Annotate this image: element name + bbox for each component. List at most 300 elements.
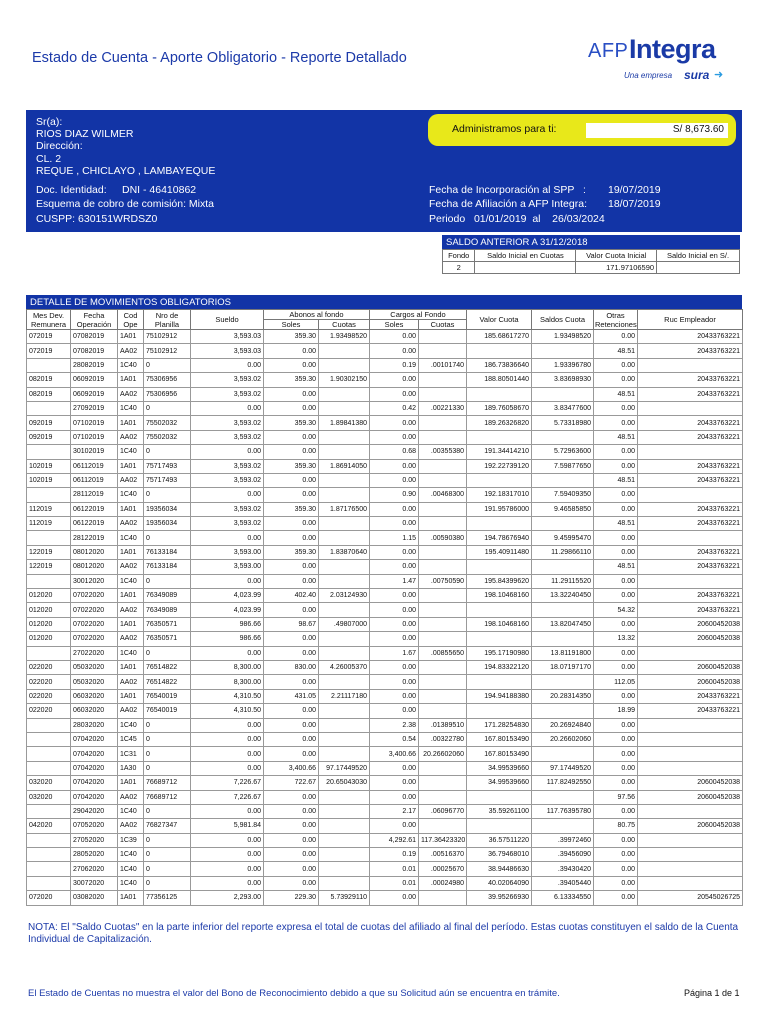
table-cell bbox=[467, 473, 532, 487]
table-cell: 06112019 bbox=[71, 473, 118, 487]
table-cell: AA02 bbox=[118, 473, 144, 487]
table-cell bbox=[638, 761, 743, 775]
table-cell bbox=[532, 387, 594, 401]
table-cell bbox=[27, 848, 71, 862]
table-cell: 76827347 bbox=[144, 819, 191, 833]
table-cell: 022020 bbox=[27, 675, 71, 689]
table-cell bbox=[638, 358, 743, 372]
table-cell: 112019 bbox=[27, 517, 71, 531]
table-cell bbox=[419, 387, 467, 401]
table-cell: 0.00 bbox=[594, 804, 638, 818]
table-cell: .06096770 bbox=[419, 804, 467, 818]
table-cell: 30102019 bbox=[71, 445, 118, 459]
table-cell bbox=[532, 560, 594, 574]
table-cell bbox=[419, 344, 467, 358]
table-cell: 102019 bbox=[27, 459, 71, 473]
table-cell: 191.95786000 bbox=[467, 502, 532, 516]
table-cell bbox=[419, 430, 467, 444]
table-cell: 0.00 bbox=[191, 445, 264, 459]
table-cell: 20433763221 bbox=[638, 473, 743, 487]
table-cell bbox=[27, 358, 71, 372]
table-cell: 0.00 bbox=[370, 373, 419, 387]
table-cell: 0 bbox=[144, 876, 191, 890]
table-cell bbox=[532, 517, 594, 531]
table-row bbox=[27, 603, 743, 617]
col-cargos-cuotas: Cuotas bbox=[419, 320, 467, 330]
table-row bbox=[27, 833, 743, 847]
table-cell: 20433763221 bbox=[638, 560, 743, 574]
table-cell: 07102019 bbox=[71, 416, 118, 430]
table-cell: 1A01 bbox=[118, 660, 144, 674]
table-cell: 0 bbox=[144, 358, 191, 372]
table-cell bbox=[319, 632, 370, 646]
table-row bbox=[27, 387, 743, 401]
table-cell bbox=[27, 574, 71, 588]
table-cell: 8,300.00 bbox=[191, 660, 264, 674]
table-cell: 48.51 bbox=[594, 430, 638, 444]
table-cell: 082019 bbox=[27, 373, 71, 387]
table-cell: 0.00 bbox=[370, 344, 419, 358]
table-cell bbox=[638, 718, 743, 732]
table-cell bbox=[27, 531, 71, 545]
table-cell: 194.78676940 bbox=[467, 531, 532, 545]
table-cell bbox=[319, 862, 370, 876]
table-cell: 20433763221 bbox=[638, 589, 743, 603]
table-cell bbox=[319, 517, 370, 531]
table-cell: 359.30 bbox=[264, 416, 319, 430]
table-cell: 072019 bbox=[27, 344, 71, 358]
table-cell: 1C40 bbox=[118, 358, 144, 372]
table-cell: 192.18317010 bbox=[467, 488, 532, 502]
table-cell: 0.00 bbox=[370, 330, 419, 344]
table-cell bbox=[319, 430, 370, 444]
table-cell: 5,981.84 bbox=[191, 819, 264, 833]
table-row bbox=[27, 848, 743, 862]
table-cell: 1C40 bbox=[118, 574, 144, 588]
table-cell: 07042020 bbox=[71, 747, 118, 761]
table-cell: 3,593.02 bbox=[191, 517, 264, 531]
table-cell: 986.66 bbox=[191, 632, 264, 646]
table-row bbox=[27, 732, 743, 746]
table-cell: 35.59261100 bbox=[467, 804, 532, 818]
table-cell: 195.40911480 bbox=[467, 545, 532, 559]
table-cell: 97.17449520 bbox=[532, 761, 594, 775]
table-cell: 0.00 bbox=[191, 732, 264, 746]
table-cell bbox=[419, 416, 467, 430]
table-cell: 07022020 bbox=[71, 632, 118, 646]
table-row bbox=[27, 761, 743, 775]
col-abonos-soles: Soles bbox=[264, 320, 319, 330]
table-cell: 1A01 bbox=[118, 689, 144, 703]
table-row bbox=[27, 574, 743, 588]
table-cell: 1A01 bbox=[118, 416, 144, 430]
table-cell bbox=[467, 603, 532, 617]
table-cell bbox=[419, 589, 467, 603]
table-cell: 27092019 bbox=[71, 401, 118, 415]
table-cell: 20.26602060 bbox=[419, 747, 467, 761]
table-cell bbox=[467, 632, 532, 646]
table-cell bbox=[319, 732, 370, 746]
table-cell: 0.00 bbox=[594, 589, 638, 603]
col-fecha: Fecha Operación bbox=[71, 310, 118, 330]
table-cell: 0.00 bbox=[264, 531, 319, 545]
table-cell: 012020 bbox=[27, 603, 71, 617]
table-cell: 359.30 bbox=[264, 373, 319, 387]
table-cell: AA02 bbox=[118, 675, 144, 689]
table-cell: AA02 bbox=[118, 632, 144, 646]
cuspp: CUSPP: 630151WRDSZ0 bbox=[36, 213, 158, 225]
table-cell bbox=[467, 675, 532, 689]
table-cell: 0.00 bbox=[594, 747, 638, 761]
table-cell bbox=[319, 473, 370, 487]
table-cell: 97.17449520 bbox=[319, 761, 370, 775]
table-cell: 0.00 bbox=[594, 891, 638, 905]
table-cell: 39.95266930 bbox=[467, 891, 532, 905]
table-cell: 198.10468160 bbox=[467, 589, 532, 603]
table-cell bbox=[419, 660, 467, 674]
table-cell: .39456090 bbox=[532, 848, 594, 862]
table-cell: 1C45 bbox=[118, 732, 144, 746]
table-cell: 0.00 bbox=[370, 387, 419, 401]
table-cell: 0.00 bbox=[264, 848, 319, 862]
table-cell: 7.59877650 bbox=[532, 459, 594, 473]
table-cell: 13.32 bbox=[594, 632, 638, 646]
table-row bbox=[27, 632, 743, 646]
table-cell bbox=[467, 704, 532, 718]
table-cell: 76689712 bbox=[144, 776, 191, 790]
table-row bbox=[27, 776, 743, 790]
table-cell: 194.94188380 bbox=[467, 689, 532, 703]
table-cell bbox=[27, 732, 71, 746]
table-cell: 3,593.02 bbox=[191, 387, 264, 401]
table-cell: 20.65043030 bbox=[319, 776, 370, 790]
table-cell bbox=[419, 459, 467, 473]
table-row bbox=[27, 646, 743, 660]
table-cell: 0.00 bbox=[594, 776, 638, 790]
table-cell bbox=[319, 344, 370, 358]
page-title: Estado de Cuenta - Aporte Obligatorio - Reporte Detallado bbox=[32, 50, 407, 66]
table-cell: 20600452038 bbox=[638, 819, 743, 833]
table-cell: 20433763221 bbox=[638, 689, 743, 703]
table-cell: 0.00 bbox=[370, 517, 419, 531]
table-cell: AA02 bbox=[118, 560, 144, 574]
table-cell: .39972460 bbox=[532, 833, 594, 847]
table-cell: 0.00 bbox=[594, 330, 638, 344]
table-cell bbox=[638, 732, 743, 746]
table-cell: 34.99539660 bbox=[467, 776, 532, 790]
table-cell: 0.00 bbox=[264, 401, 319, 415]
table-cell: 0 bbox=[144, 445, 191, 459]
table-cell: 5.73318980 bbox=[532, 416, 594, 430]
table-cell: 0.00 bbox=[594, 660, 638, 674]
col-otras-retenciones: Otras Retenciones bbox=[595, 310, 637, 329]
table-cell bbox=[419, 517, 467, 531]
logo-integra: Integra bbox=[629, 34, 716, 64]
table-cell: 75102912 bbox=[144, 330, 191, 344]
table-cell: 830.00 bbox=[264, 660, 319, 674]
table-cell bbox=[419, 632, 467, 646]
table-cell bbox=[319, 445, 370, 459]
table-cell: 3,593.02 bbox=[191, 430, 264, 444]
table-cell: 3,593.00 bbox=[191, 545, 264, 559]
table-cell: 76133184 bbox=[144, 545, 191, 559]
table-cell: 0.00 bbox=[594, 574, 638, 588]
table-cell: 2,293.00 bbox=[191, 891, 264, 905]
table-row bbox=[27, 704, 743, 718]
col-abonos: Abonos al fondo bbox=[264, 310, 370, 320]
table-cell: 0.68 bbox=[370, 445, 419, 459]
table-cell bbox=[27, 833, 71, 847]
table-row bbox=[27, 358, 743, 372]
previous-balance-title: SALDO ANTERIOR A 31/12/2018 bbox=[442, 235, 740, 249]
table-cell: 75502032 bbox=[144, 416, 191, 430]
table-cell: 0.00 bbox=[370, 790, 419, 804]
table-cell bbox=[319, 704, 370, 718]
table-cell bbox=[27, 876, 71, 890]
table-cell bbox=[319, 387, 370, 401]
table-row bbox=[27, 517, 743, 531]
table-cell bbox=[638, 747, 743, 761]
col-abonos-cuotas: Cuotas bbox=[319, 320, 370, 330]
table-cell: 1C40 bbox=[118, 848, 144, 862]
col-saldo-inicial-soles: Saldo Inicial en S/. bbox=[657, 250, 740, 262]
table-cell: 0 bbox=[144, 848, 191, 862]
doc-value: DNI - 46410862 bbox=[122, 184, 197, 196]
table-cell: 0.00 bbox=[594, 401, 638, 415]
table-cell: 0.00 bbox=[370, 473, 419, 487]
table-cell: 0.00 bbox=[191, 876, 264, 890]
table-cell: AA02 bbox=[118, 819, 144, 833]
table-cell: 012020 bbox=[27, 589, 71, 603]
afp-integra-logo bbox=[588, 34, 738, 86]
table-cell: 0 bbox=[144, 732, 191, 746]
table-cell: 9.46585850 bbox=[532, 502, 594, 516]
table-cell: 022020 bbox=[27, 704, 71, 718]
table-cell bbox=[419, 330, 467, 344]
table-cell: 27052020 bbox=[71, 833, 118, 847]
table-cell bbox=[27, 445, 71, 459]
table-cell: 0.00 bbox=[191, 848, 264, 862]
table-cell: 1A01 bbox=[118, 891, 144, 905]
table-cell: 0 bbox=[144, 747, 191, 761]
table-cell: 76349089 bbox=[144, 589, 191, 603]
table-cell: 1A01 bbox=[118, 459, 144, 473]
table-cell: 0 bbox=[144, 833, 191, 847]
table-cell: 1C40 bbox=[118, 862, 144, 876]
table-cell: 0.00 bbox=[370, 632, 419, 646]
table-cell bbox=[467, 517, 532, 531]
table-cell: AA02 bbox=[118, 387, 144, 401]
table-cell: 0.00 bbox=[370, 819, 419, 833]
table-cell: 1.87176500 bbox=[319, 502, 370, 516]
table-cell: 0.00 bbox=[594, 833, 638, 847]
table-cell: 40.02064090 bbox=[467, 876, 532, 890]
table-cell: 0 bbox=[144, 531, 191, 545]
table-cell: 0.00 bbox=[370, 891, 419, 905]
table-cell: 0.00 bbox=[264, 718, 319, 732]
table-cell: 20433763221 bbox=[638, 373, 743, 387]
table-cell: AA02 bbox=[118, 704, 144, 718]
table-cell: 3,593.03 bbox=[191, 344, 264, 358]
table-cell bbox=[467, 790, 532, 804]
table-cell: 0.00 bbox=[594, 459, 638, 473]
valor-cuota-inicial: 171.97106590 bbox=[576, 262, 657, 274]
incorporation-label: Fecha de Incorporación al SPP bbox=[429, 184, 575, 196]
table-cell: 117.82492550 bbox=[532, 776, 594, 790]
table-cell bbox=[532, 430, 594, 444]
table-cell: 1C40 bbox=[118, 718, 144, 732]
table-cell: 30072020 bbox=[71, 876, 118, 890]
note-text: NOTA: El "Saldo Cuotas" en la parte inferior del reporte expresa el total de cuotas del afiliado al final del período. Estas cuotas constituyen el saldo de la Cuenta Individual de Capitalización. bbox=[28, 922, 739, 945]
table-cell: 194.83322120 bbox=[467, 660, 532, 674]
table-cell: 20600452038 bbox=[638, 660, 743, 674]
table-cell bbox=[27, 761, 71, 775]
table-cell: 27062020 bbox=[71, 862, 118, 876]
table-cell bbox=[319, 848, 370, 862]
table-cell: 0.19 bbox=[370, 848, 419, 862]
logo-sub: Una empresa bbox=[624, 71, 673, 80]
table-cell bbox=[467, 560, 532, 574]
logo-afp: AFP bbox=[588, 40, 629, 62]
table-cell: 30012020 bbox=[71, 574, 118, 588]
table-cell: 18.07197170 bbox=[532, 660, 594, 674]
table-cell: .49807000 bbox=[319, 617, 370, 631]
table-cell bbox=[532, 790, 594, 804]
table-cell: 1C40 bbox=[118, 531, 144, 545]
table-cell: 20600452038 bbox=[638, 675, 743, 689]
table-cell: 1.93498520 bbox=[532, 330, 594, 344]
table-row bbox=[27, 459, 743, 473]
table-cell bbox=[419, 790, 467, 804]
table-cell: 1C40 bbox=[118, 401, 144, 415]
table-cell bbox=[419, 373, 467, 387]
table-cell: AA02 bbox=[118, 517, 144, 531]
table-row bbox=[27, 488, 743, 502]
table-cell: 0.00 bbox=[370, 560, 419, 574]
table-cell bbox=[419, 761, 467, 775]
table-cell: 0.00 bbox=[594, 718, 638, 732]
col-mes-dev: Mes Dev. Remunera bbox=[27, 310, 71, 330]
table-cell: 032020 bbox=[27, 790, 71, 804]
table-cell: 0.00 bbox=[264, 704, 319, 718]
table-cell bbox=[419, 819, 467, 833]
table-cell: 0.00 bbox=[264, 344, 319, 358]
table-cell: 986.66 bbox=[191, 617, 264, 631]
table-cell: 0.00 bbox=[264, 574, 319, 588]
table-cell: 1A01 bbox=[118, 545, 144, 559]
table-cell bbox=[319, 603, 370, 617]
table-cell bbox=[532, 675, 594, 689]
table-cell: 76514822 bbox=[144, 675, 191, 689]
table-row bbox=[27, 416, 743, 430]
table-cell: 28032020 bbox=[71, 718, 118, 732]
table-cell: 0.00 bbox=[594, 545, 638, 559]
table-cell: 76514822 bbox=[144, 660, 191, 674]
table-cell: 76349089 bbox=[144, 603, 191, 617]
table-cell bbox=[419, 560, 467, 574]
table-cell: 189.26326820 bbox=[467, 416, 532, 430]
table-cell: 722.67 bbox=[264, 776, 319, 790]
table-cell: 0.00 bbox=[594, 445, 638, 459]
table-cell: .00855650 bbox=[419, 646, 467, 660]
table-cell: 07022020 bbox=[71, 617, 118, 631]
table-cell: 1.47 bbox=[370, 574, 419, 588]
sura-arrow-icon: ➜ bbox=[714, 69, 724, 81]
table-cell: 76350571 bbox=[144, 632, 191, 646]
table-cell: 112.05 bbox=[594, 675, 638, 689]
table-cell: AA02 bbox=[118, 430, 144, 444]
table-cell bbox=[419, 689, 467, 703]
table-cell bbox=[319, 401, 370, 415]
table-cell: 0.00 bbox=[191, 574, 264, 588]
table-cell: 20433763221 bbox=[638, 387, 743, 401]
table-cell: 3,593.02 bbox=[191, 373, 264, 387]
table-cell bbox=[419, 704, 467, 718]
address-label: Dirección: bbox=[36, 140, 83, 152]
table-cell: 359.30 bbox=[264, 330, 319, 344]
table-cell bbox=[467, 819, 532, 833]
table-row bbox=[27, 545, 743, 559]
table-cell bbox=[638, 833, 743, 847]
table-cell: 0.42 bbox=[370, 401, 419, 415]
table-cell: 0.00 bbox=[264, 387, 319, 401]
table-cell: 1A30 bbox=[118, 761, 144, 775]
table-cell bbox=[419, 545, 467, 559]
table-cell: 0.00 bbox=[191, 358, 264, 372]
table-cell: .00750590 bbox=[419, 574, 467, 588]
table-cell: 13.32240450 bbox=[532, 589, 594, 603]
table-cell: 0.00 bbox=[594, 488, 638, 502]
table-cell: 07022020 bbox=[71, 603, 118, 617]
table-cell: 7.59409350 bbox=[532, 488, 594, 502]
table-cell bbox=[638, 574, 743, 588]
table-cell: 3,593.02 bbox=[191, 502, 264, 516]
table-cell: 0.00 bbox=[264, 488, 319, 502]
table-row bbox=[27, 560, 743, 574]
table-cell: 48.51 bbox=[594, 387, 638, 401]
table-cell: 0.00 bbox=[594, 358, 638, 372]
table-row bbox=[27, 617, 743, 631]
table-cell bbox=[638, 862, 743, 876]
table-cell: 0 bbox=[144, 488, 191, 502]
table-cell: 402.40 bbox=[264, 589, 319, 603]
table-cell: 11.29866110 bbox=[532, 545, 594, 559]
table-cell: 1C40 bbox=[118, 876, 144, 890]
table-cell: 1.93498520 bbox=[319, 330, 370, 344]
table-cell bbox=[419, 603, 467, 617]
table-cell: 1C31 bbox=[118, 747, 144, 761]
table-cell: .01389510 bbox=[419, 718, 467, 732]
table-cell: 0.00 bbox=[370, 617, 419, 631]
table-cell: 20600452038 bbox=[638, 632, 743, 646]
table-cell bbox=[419, 776, 467, 790]
col-nro-planilla: Nro de Planilla bbox=[144, 310, 191, 330]
table-cell: 20545026725 bbox=[638, 891, 743, 905]
table-cell: 07042020 bbox=[71, 732, 118, 746]
table-cell: 1C40 bbox=[118, 488, 144, 502]
table-row bbox=[27, 445, 743, 459]
table-row bbox=[27, 589, 743, 603]
table-cell bbox=[319, 574, 370, 588]
table-cell: 0.00 bbox=[191, 833, 264, 847]
table-cell: 0.00 bbox=[370, 589, 419, 603]
table-cell: 1A01 bbox=[118, 617, 144, 631]
table-cell: .39405440 bbox=[532, 876, 594, 890]
fondo-value: 2 bbox=[443, 262, 475, 274]
table-row bbox=[27, 675, 743, 689]
table-cell: 18.99 bbox=[594, 704, 638, 718]
table-cell: 36.57511220 bbox=[467, 833, 532, 847]
